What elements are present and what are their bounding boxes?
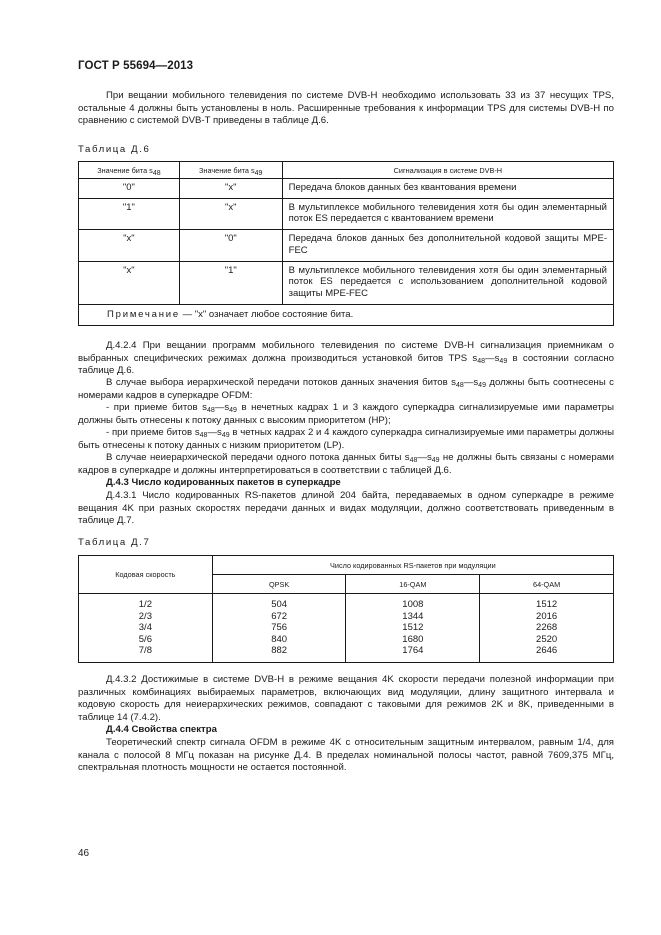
table-7-header-64qam: 64-QAM	[480, 575, 614, 594]
table-cell: 1344	[402, 610, 424, 622]
table-cell: 2520	[536, 633, 558, 645]
table-6-header-row	[79, 162, 614, 179]
table-7-header-group: Число кодированных RS-пакетов при модуляции	[212, 556, 613, 575]
table-6-header-signaling: Сигнализация в системе DVB-H	[282, 162, 613, 179]
table-cell: 1512	[536, 599, 558, 610]
section-d44-title: Д.4.4 Свойства спектра	[106, 724, 217, 735]
table-cell: 1/2	[138, 599, 152, 610]
table-cell: 2016	[536, 610, 558, 622]
table-6-header-s48: Значение бита $s_{48}$	[79, 162, 180, 179]
table-cell: 5/6	[138, 633, 152, 645]
paragraph-d432: Д.4.3.2 Достижимые в системе DVB-H в режиме вещания 4K скорости передачи полезной информации при различных комбинациях выбираемых параметров, включающих вид модуляции, длину защитного интервала и кодовую скорость для неиерархических режимов, совпадают с таковыми для режимов 2K и 8K, приведенными в таблице 14 (7.4.2).	[78, 674, 614, 723]
table-cell: 840	[271, 633, 288, 645]
table-cell: 2646	[536, 645, 558, 656]
table-7	[78, 555, 614, 663]
table-cell: "0"	[79, 179, 180, 199]
table-7-64qam-cell	[480, 594, 614, 663]
page-number: 46	[78, 848, 90, 859]
table-7-16qam-cell	[346, 594, 480, 663]
table-cell: 1680	[402, 633, 424, 645]
table-cell: 756	[271, 622, 288, 633]
table-row	[79, 198, 614, 229]
table-cell: 7/8	[138, 645, 152, 656]
paragraph-hierarchical: В случае выбора иерархической передачи потоков данных значения битов $s_{48}—s_{49}$ должны быть соотнесены с номерами кадров в суперкадре OFDM:	[78, 377, 614, 401]
note-label: Примечание	[107, 308, 180, 320]
table-7-header-qpsk: QPSK	[212, 575, 346, 594]
table-cell: 882	[271, 645, 288, 656]
intro-paragraph: При вещании мобильного телевидения по системе DVB-H необходимо использовать 33 из 37 несущих TPS, остальные 4 должны быть установлены в ноль. Расширенные требования к информации TPS для системы DVB-H по сравнению с системой DVB-T приведены в таблице Д.6.	[78, 90, 614, 126]
table-cell: 3/4	[138, 622, 152, 633]
table-6-note-row	[79, 304, 614, 326]
table-cell: Передача блоков данных без квантования времени	[282, 179, 613, 199]
table-6	[78, 161, 614, 326]
table-7-header-row	[79, 556, 614, 575]
table-cell: В мультиплексе мобильного телевидения хотя бы один элементарный поток ES передается с использованием дополнительной кодовой защиты MPE-FEC	[282, 261, 613, 304]
paragraph-d44: Теоретический спектр сигнала OFDM в режиме 4K с относительным защитным интервалом, равным 1/4, для канала с полосой 8 МГц показан на рисунке Д.4. В пределах номинальной полосы частот, равной 7609,375 МГц, спектральная плотность мощности не остается постоянной.	[78, 737, 614, 773]
table-6-header-s49: Значение бита $s_{49}$	[179, 162, 282, 179]
table-cell: "1"	[179, 261, 282, 304]
table-row	[79, 179, 614, 199]
table-7-body-row	[79, 594, 614, 663]
paragraph-non-hierarchical: В случае неиерархической передачи одного потока данных биты $s_{48}—s_{49}$ не должны быть связаны с номерами кадров в суперкадре и должны интерпретироваться в соответствии с таблицей Д.6.	[78, 452, 614, 476]
table-cell: 504	[271, 599, 288, 610]
table-cell: 672	[271, 610, 288, 622]
table-cell: 2268	[536, 622, 558, 633]
table-cell: "0"	[179, 230, 282, 261]
table-cell: Передача блоков данных без дополнительной кодовой защиты MPE-FEC	[282, 230, 613, 261]
table-6-caption: Таблица Д.6	[78, 144, 151, 155]
table-cell: "x"	[79, 261, 180, 304]
table-6-note	[79, 304, 614, 326]
table-row	[79, 230, 614, 261]
note-text: — "x" означает любое состояние бита.	[180, 308, 354, 320]
table-cell: В мультиплексе мобильного телевидения хотя бы один элементарный поток ES передается с квантованием времени	[282, 198, 613, 229]
paragraph-d424: Д.4.2.4 При вещании программ мобильного телевидения по системе DVB-H сигнализация приемникам о выбранных специфических режимах должна производиться установкой битов TPS $s_{48}—s_{49}$ в состоянии согласно таблице Д.6.	[78, 340, 615, 376]
document-header: ГОСТ Р 55694—2013	[78, 60, 194, 72]
paragraph-d431: Д.4.3.1 Число кодированных RS-пакетов длиной 204 байта, передаваемых в одном суперкадре в режиме вещания 4K при разных скоростях передачи данных и видах модуляции, должно соответствовать приведенным в таблице Д.7.	[78, 490, 614, 526]
table-row	[79, 261, 614, 304]
table-cell: "x"	[79, 230, 180, 261]
table-cell: 2/3	[138, 610, 152, 622]
table-7-rates-cell	[79, 594, 213, 663]
table-cell: "1"	[79, 198, 180, 229]
table-7-header-rate: Кодовая скорость	[79, 556, 213, 594]
table-cell: 1008	[402, 599, 424, 610]
table-cell: "x"	[179, 198, 282, 229]
paragraph-odd-frames: - при приеме битов $s_{48}—s_{49}$ в нечетных кадрах 1 и 3 каждого суперкадра сигнализируемые ими параметры должны быть отнесены к потоку данных с высоким приоритетом (HP);	[78, 402, 614, 426]
table-7-header-16qam: 16-QAM	[346, 575, 480, 594]
section-d43-title: Д.4.3 Число кодированных пакетов в суперкадре	[106, 477, 341, 488]
table-7-caption: Таблица Д.7	[78, 537, 151, 548]
table-cell: "x"	[179, 179, 282, 199]
table-cell: 1512	[402, 622, 424, 633]
table-cell: 1764	[402, 645, 424, 656]
table-7-qpsk-cell	[212, 594, 346, 663]
paragraph-even-frames: - при приеме битов $s_{48}—s_{49}$ в четных кадрах 2 и 4 каждого суперкадра сигнализируемые ими параметры должны быть отнесены к потоку данных с низким приоритетом (LP).	[78, 427, 614, 451]
